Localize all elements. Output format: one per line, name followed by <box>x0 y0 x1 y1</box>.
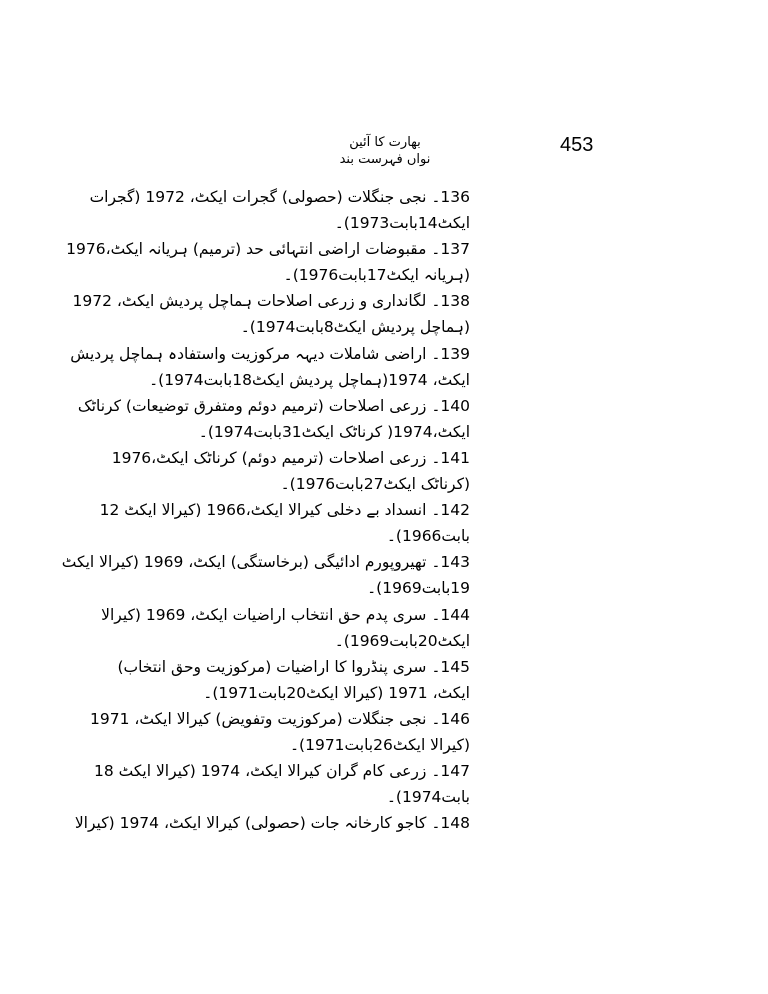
schedule-entry <box>90 706 470 758</box>
schedule-entry <box>66 236 470 288</box>
entry-line: بابت1966)۔ <box>386 527 470 546</box>
schedule-entry <box>74 810 470 836</box>
entry-line: ایکٹ20بابت1969)۔ <box>334 631 470 650</box>
schedule-entry <box>61 549 470 601</box>
entry-line: ایکٹ،1974( کرناٹک ایکٹ31بابت1974)۔ <box>198 422 470 441</box>
entry-line: 148۔ کاجو کارخانہ جات (حصولی) کیرالا ایکٹ، 1974 (کیرالا <box>74 814 470 833</box>
schedule-entry <box>77 393 470 445</box>
entry-line: 140۔ زرعی اصلاحات (ترمیم دوئم ومتفرق توضیعات) کرناٹک <box>77 396 470 415</box>
book-title: بھارت کا آئین <box>349 135 421 150</box>
entry-line: 146۔ نجی جنگلات (مرکوزیت وتفویض) کیرالا ایکٹ، 1971 <box>90 709 470 728</box>
entry-line: (کیرالا ایکٹ26بابت1971)۔ <box>289 735 470 754</box>
running-head <box>300 134 470 168</box>
entry-line: 143۔ تھیروپورم ادائیگی (برخاستگی) ایکٹ، 1969 (کیرالا ایکٹ <box>61 553 470 572</box>
entry-line: 136۔ نجی جنگلات (حصولی) گجرات ایکٹ، 1972 (گجرات <box>89 188 470 206</box>
schedule-entry <box>72 288 470 340</box>
entry-line: (ہماچل پردیش ایکٹ8بابت1974)۔ <box>240 318 470 337</box>
entry-line: ایکٹ، 1974(ہماچل پردیش ایکٹ18بابت1974)۔ <box>149 370 470 389</box>
entry-line: 141۔ زرعی اصلاحات (ترمیم دوئم) کرناٹک ایکٹ،1976 <box>111 448 470 467</box>
entry-line: 137۔ مقبوضات اراضی انتہائی حد (ترمیم) ہریانہ ایکٹ،1976 <box>66 240 470 259</box>
entry-line: (کرناٹک ایکٹ27بابت1976)۔ <box>280 475 470 494</box>
entry-line: ایکٹ14بابت1973)۔ <box>334 214 470 233</box>
schedule-title: نواں فہرست بند <box>339 152 431 167</box>
entry-line: (ہریانہ ایکٹ17بابت1976)۔ <box>283 266 470 285</box>
schedule-entry <box>117 654 470 706</box>
schedule-entry <box>99 497 470 549</box>
entry-line: ایکٹ، 1971 (کیرالا ایکٹ20بابت1971)۔ <box>203 683 470 702</box>
entry-line: 147۔ زرعی کام گران کیرالا ایکٹ، 1974 (کیرالا ایکٹ 18 <box>93 762 470 781</box>
entry-line: 142۔ انسداد بے دخلی کیرالا ایکٹ،1966 (کیرالا ایکٹ 12 <box>99 501 470 520</box>
entry-line: 138۔ لگانداری و زرعی اصلاحات ہماچل پردیش ایکٹ، 1972 <box>72 292 470 311</box>
schedule-entry <box>70 341 470 393</box>
page-number: 453 <box>560 134 594 156</box>
schedule-entries <box>61 184 470 836</box>
entry-line: 19بابت1969)۔ <box>367 579 470 598</box>
schedule-entry <box>101 602 470 654</box>
entry-line: 145۔ سری پنڈروا کا اراضیات (مرکوزیت وحق انتخاب) <box>117 657 470 676</box>
schedule-entry <box>111 445 470 497</box>
schedule-entry <box>89 184 470 236</box>
schedule-entry <box>93 758 470 810</box>
entry-line: بابت1974)۔ <box>386 788 470 807</box>
entry-line: 144۔ سری پدم حق انتخاب اراضیات ایکٹ، 1969 (کیرالا <box>101 605 470 624</box>
entry-line: 139۔ اراضی شاملات دیہہ مرکوزیت واستفادہ ہماچل پردیش <box>70 344 470 363</box>
